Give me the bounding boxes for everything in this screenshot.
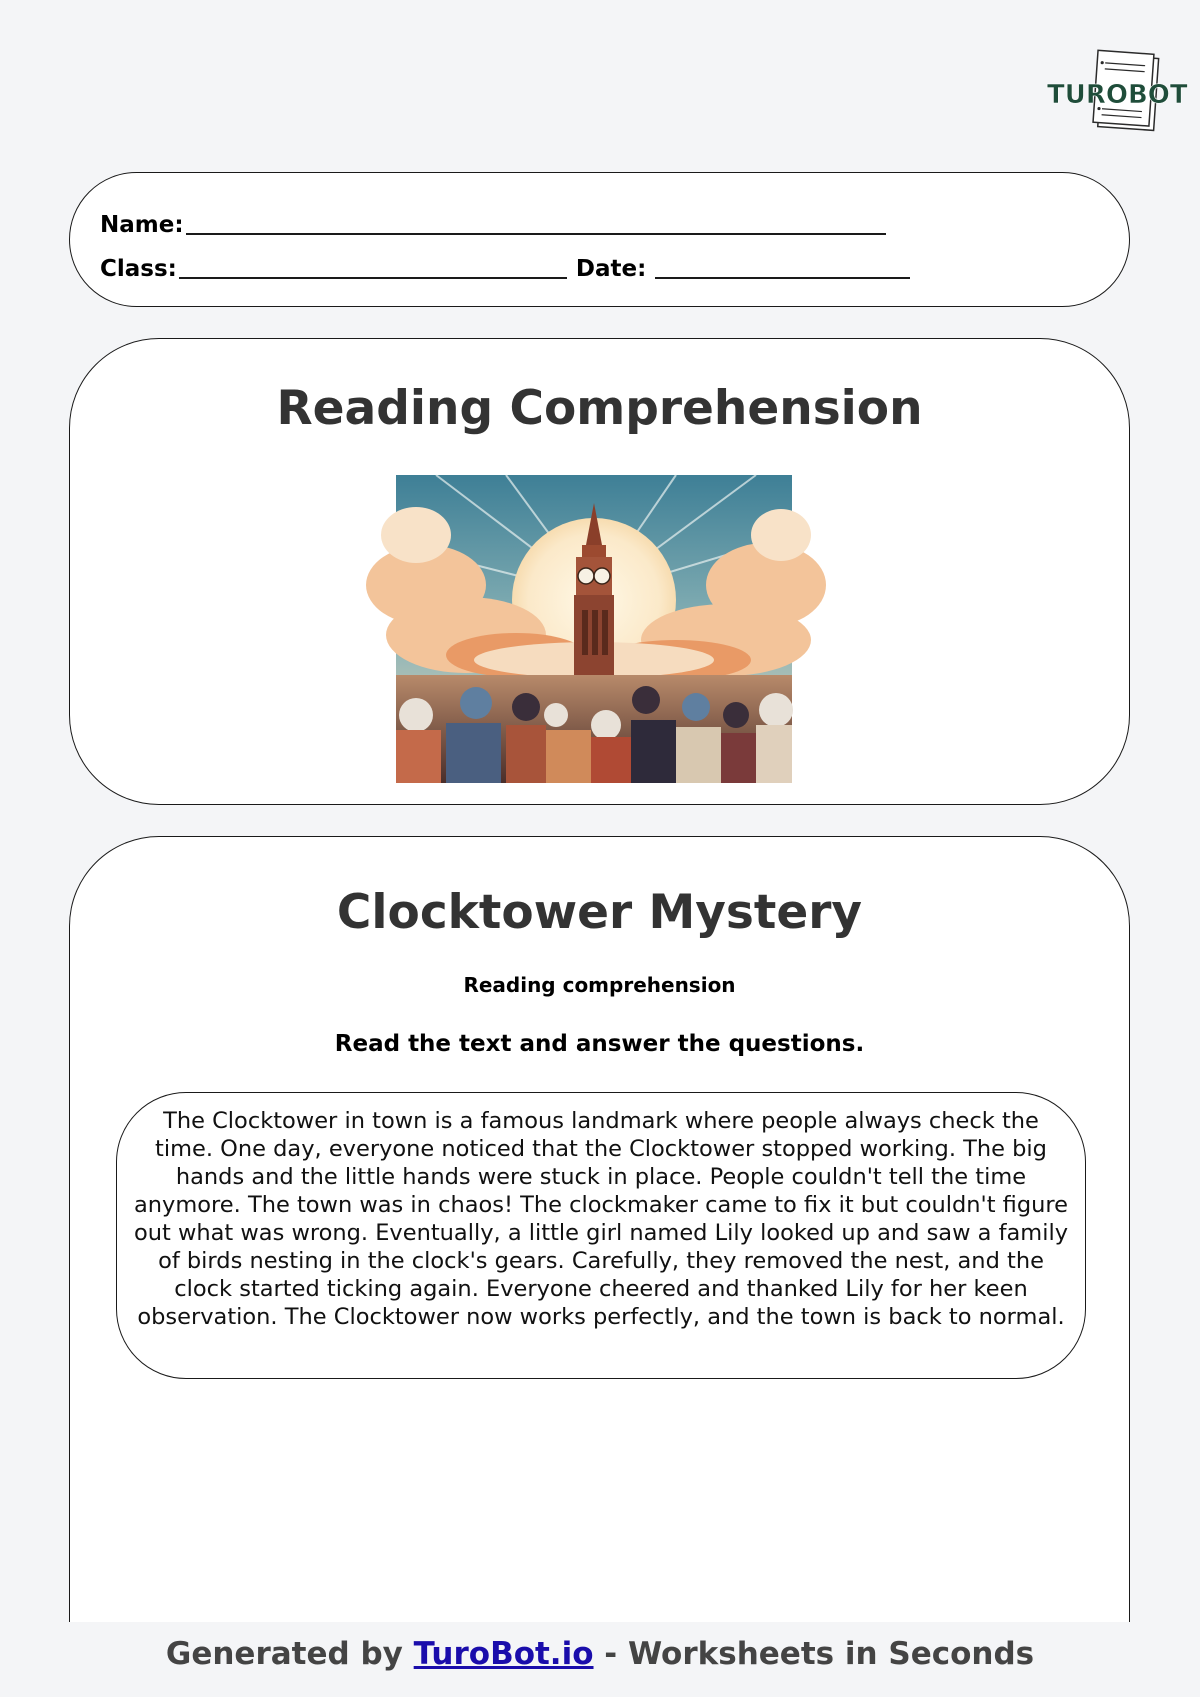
reading-passage bbox=[116, 1092, 1086, 1379]
name-line[interactable] bbox=[186, 209, 886, 235]
class-date-row bbox=[100, 253, 910, 282]
turobot-link[interactable]: TuroBot.io bbox=[413, 1636, 594, 1672]
footer-prefix: Generated by bbox=[165, 1636, 414, 1672]
instructions: Read the text and answer the questions. bbox=[334, 1031, 865, 1057]
turobot-logo-icon bbox=[1045, 50, 1188, 140]
story-title: Clocktower Mystery bbox=[336, 885, 863, 940]
date-line[interactable] bbox=[655, 253, 910, 279]
title-card bbox=[69, 338, 1130, 805]
clocktower-crowd-illustration bbox=[396, 475, 792, 783]
turobot-logo bbox=[1045, 50, 1188, 140]
section-subtitle: Reading comprehension bbox=[463, 973, 736, 997]
date-label: Date: bbox=[575, 256, 647, 282]
logo-text: TUROBOT bbox=[1047, 80, 1188, 110]
class-label: Class: bbox=[100, 256, 177, 282]
passage-text: The Clocktower in town is a famous landmark where people always check the time. One day, everyone noticed that the Clocktower stopped working. The big hands and the little hands were stuck in place. People couldn't tell the time anymore. The town was in chaos! The clockmaker came to fix it but couldn't figure out what was wrong. Eventually, a little girl named Lily looked up and saw a family of birds nesting in the clock's gears. Carefully, they removed the nest, and the clock started ticking again. Everyone cheered and thanked Lily for her keen observation. The Clocktower now works perfectly, and the town is back to normal. bbox=[133, 1108, 1069, 1330]
footer-text bbox=[0, 1636, 1200, 1672]
footer-suffix: - Worksheets in Seconds bbox=[593, 1636, 1035, 1672]
page-title: Reading Comprehension bbox=[276, 381, 923, 436]
footer bbox=[0, 1622, 1200, 1697]
content-card bbox=[69, 836, 1130, 1636]
class-line[interactable] bbox=[179, 253, 567, 279]
student-info-card bbox=[69, 172, 1130, 307]
name-row bbox=[100, 209, 886, 238]
name-label: Name: bbox=[100, 212, 184, 238]
